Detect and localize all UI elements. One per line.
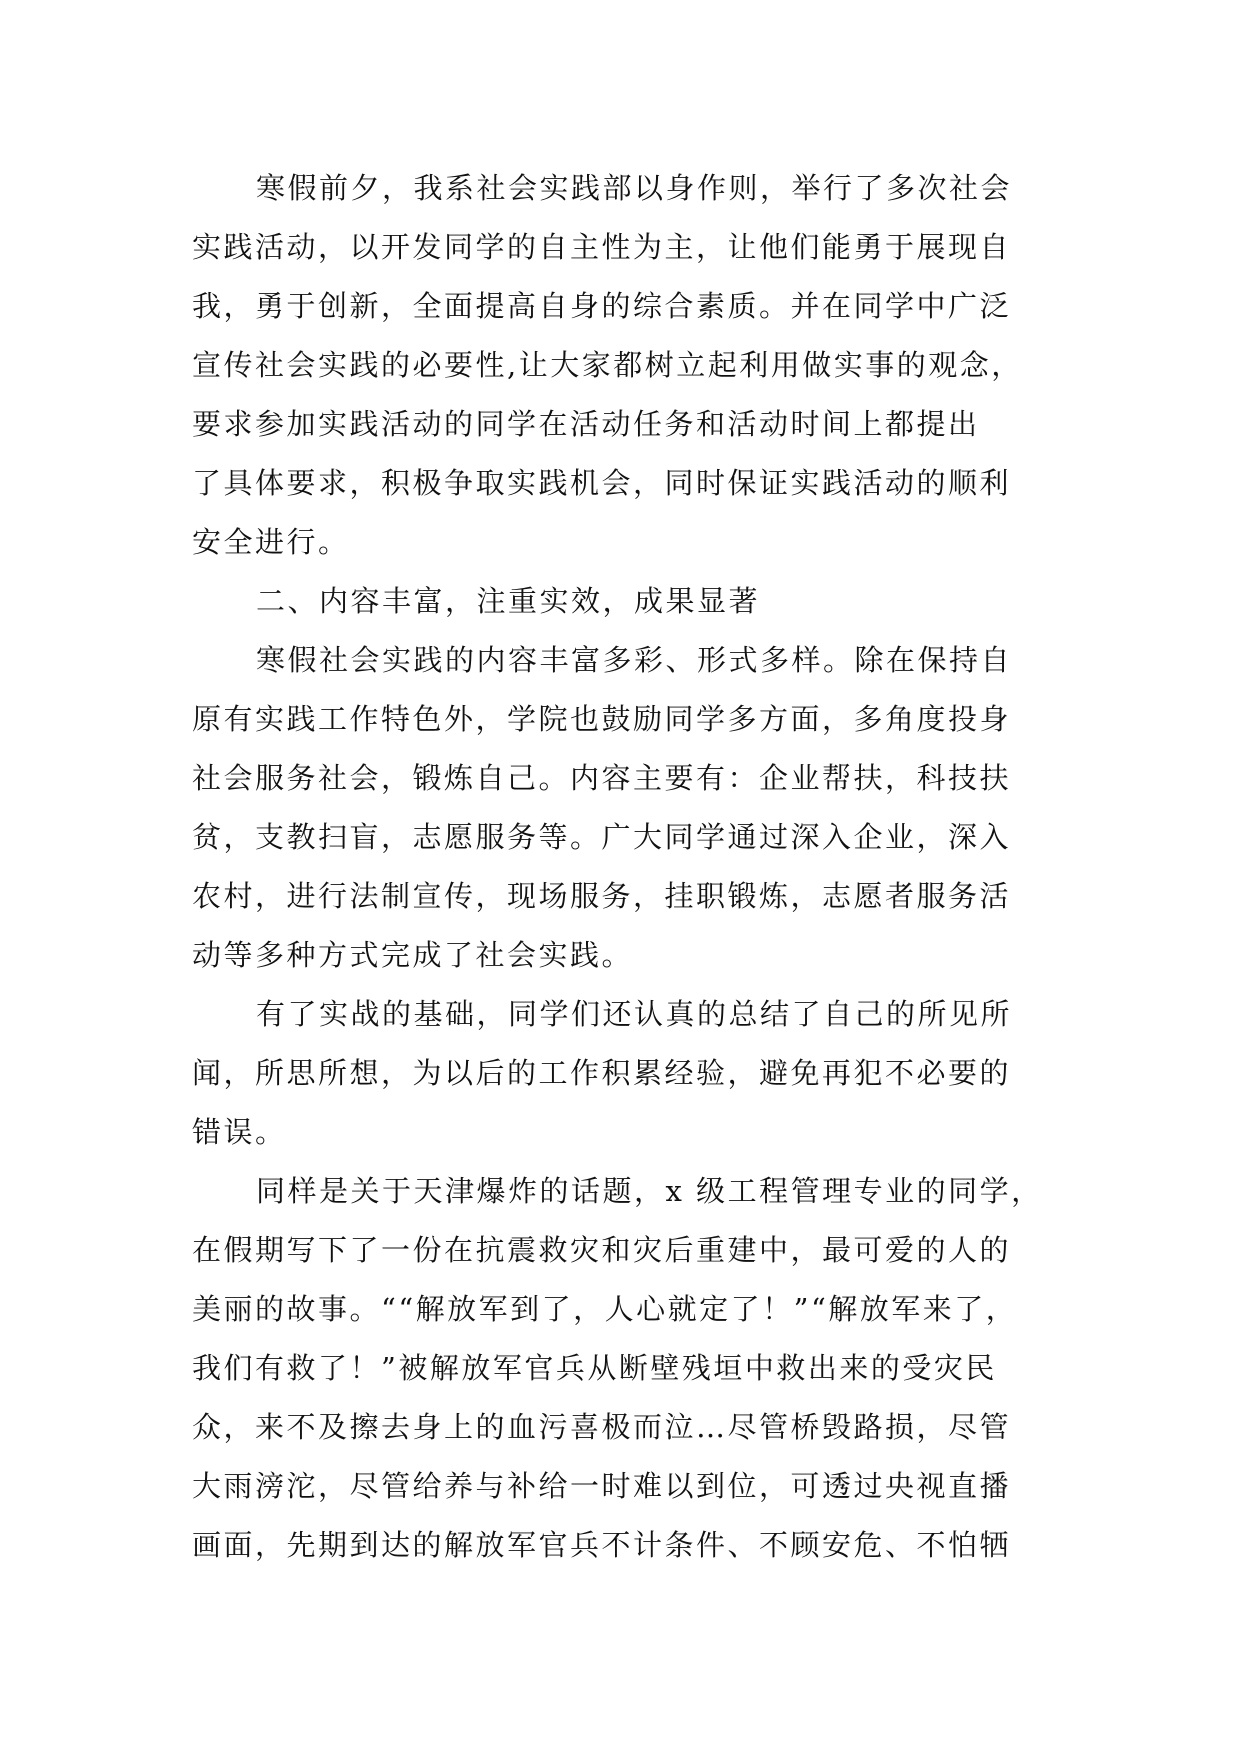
text-line: 大雨滂沱，尽管给养与补给一时难以到位，可透过央视直播 <box>192 1469 1012 1503</box>
text-line: 寒假社会实践的内容丰富多彩、形式多样。除在保持自 <box>256 643 1013 677</box>
text-line: 了具体要求，积极争取实践机会，同时保证实践活动的顺利 <box>192 466 1012 500</box>
text-line: 寒假前夕，我系社会实践部以身作则，举行了多次社会 <box>256 171 1013 205</box>
text-line: 美丽的故事。““解放军到了，人心就定了！”“解放军来了， <box>192 1292 1018 1326</box>
paragraph-2 <box>192 631 1052 985</box>
text-line: 宣传社会实践的必要性,让大家都树立起利用做实事的观念， <box>192 348 1023 382</box>
text-line: 画面，先期到达的解放军官兵不计条件、不顾安危、不怕牺 <box>192 1528 1012 1562</box>
paragraph-3 <box>192 985 1052 1162</box>
text-line: 安全进行。 <box>192 525 350 559</box>
text-line: 我，勇于创新，全面提高自身的综合素质。并在同学中广泛 <box>192 289 1012 323</box>
text-line: 闻，所思所想，为以后的工作积累经验，避免再犯不必要的 <box>192 1056 1012 1090</box>
text-line: 同样是关于天津爆炸的话题，x 级工程管理专业的同学， <box>256 1174 1043 1208</box>
text-line: 众，来不及擦去身上的血污喜极而泣…尽管桥毁路损，尽管 <box>192 1410 1012 1444</box>
section-heading <box>192 572 1052 631</box>
text-line: 原有实践工作特色外，学院也鼓励同学多方面，多角度投身 <box>192 702 1012 736</box>
paragraph-1 <box>192 159 1052 572</box>
text-line: 动等多种方式完成了社会实践。 <box>192 938 634 972</box>
document-body <box>192 159 1052 1575</box>
text-line: 在假期写下了一份在抗震救灾和灾后重建中，最可爱的人的 <box>192 1233 1012 1267</box>
text-line: 贫，支教扫盲，志愿服务等。广大同学通过深入企业，深入 <box>192 820 1012 854</box>
text-line: 我们有救了！”被解放军官兵从断壁残垣中救出来的受灾民 <box>192 1351 997 1385</box>
text-line: 社会服务社会，锻炼自己。内容主要有：企业帮扶，科技扶 <box>192 761 1012 795</box>
text-line: 要求参加实践活动的同学在活动任务和活动时间上都提出 <box>192 407 980 441</box>
text-line: 实践活动，以开发同学的自主性为主，让他们能勇于展现自 <box>192 230 1012 264</box>
text-line: 错误。 <box>192 1115 287 1149</box>
text-line: 有了实战的基础，同学们还认真的总结了自己的所见所 <box>256 997 1013 1031</box>
paragraph-4 <box>192 1162 1052 1575</box>
heading-line: 二、内容丰富，注重实效，成果显著 <box>256 584 761 618</box>
text-line: 农村，进行法制宣传，现场服务，挂职锻炼，志愿者服务活 <box>192 879 1012 913</box>
